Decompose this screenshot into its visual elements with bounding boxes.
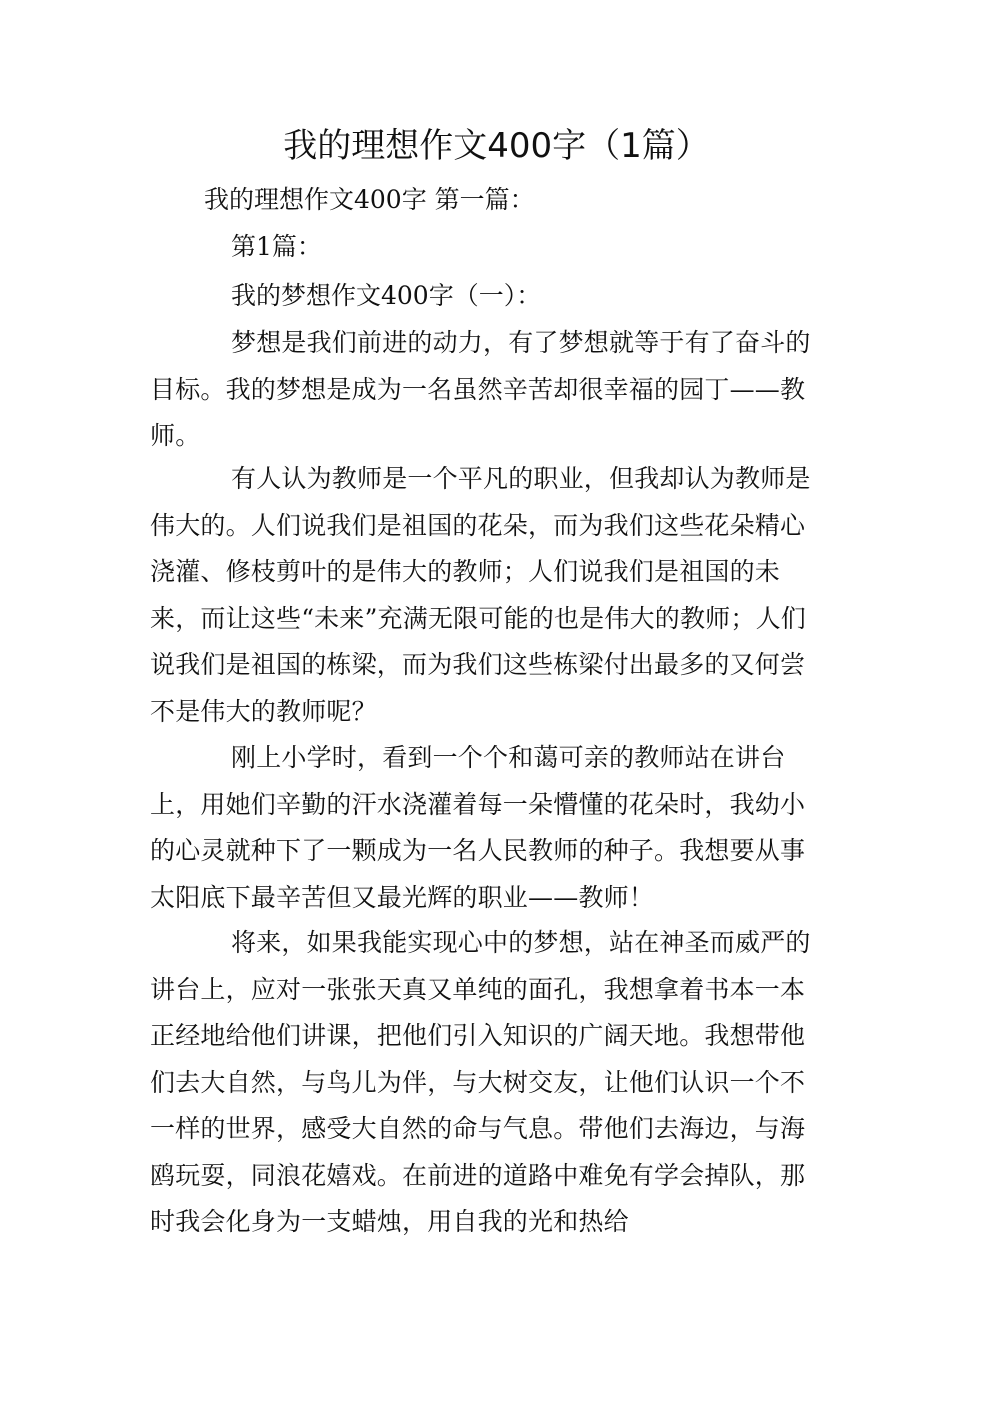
paragraph-4: 将来，如果我能实现心中的梦想，站在神圣而威严的讲台上，应对一张张天真又单纯的面孔，我想拿着书本一本正经地给他们讲课，把他们引入知识的广阔天地。我想带他们去大自然，与鸟儿为伴，与大树交友，让他们认识一个不一样的世界，感受大自然的命与气息。带他们去海边，与海鸥玩耍，同浪花嬉戏。在前进的道路中难免有学会掉队，那时我会化身为一支蜡烛，用自我的光和热给 [150,928,811,1236]
part-label: 第1篇： [231,232,322,261]
paragraph-2: 有人认为教师是一个平凡的职业，但我却认为教师是伟大的。人们说我们是祖国的花朵，而为我们这些花朵精心浇灌、修枝剪叶的是伟大的教师；人们说我们是祖国的未来，而让这些“未来”充满无限可能的也是伟大的教师；人们说我们是祖国的栋梁，而为我们这些栋梁付出最多的又何尝不是伟大的教师呢？ [150,464,811,726]
document-subtitle: 我的理想作文400字 第一篇： [204,185,535,214]
document-title: 我的理想作文400字（1篇） [283,126,710,166]
paragraph-3: 刚上小学时，看到一个个和蔼可亲的教师站在讲台上，用她们辛勤的汗水浇灌着每一朵懵懂的花朵时，我幼小的心灵就种下了一颗成为一名人民教师的种子。我想要从事太阳底下最辛苦但又最光辉的职业——教师！ [150,743,806,912]
section-heading: 我的梦想作文400字（一）： [231,281,542,310]
paragraph-1: 梦想是我们前进的动力，有了梦想就等于有了奋斗的目标。我的梦想是成为一名虽然辛苦却很幸福的园丁——教师。 [150,328,811,450]
